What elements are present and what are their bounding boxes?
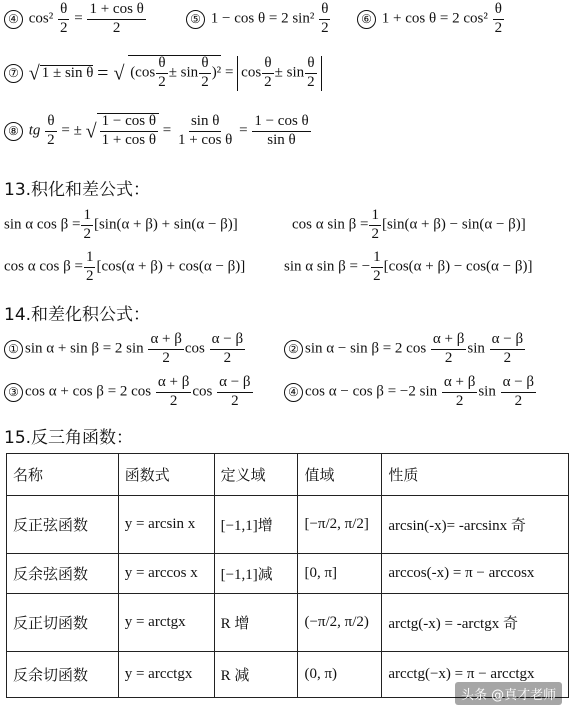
watermark: 头条 @真才老师 <box>455 682 562 705</box>
row-domain: [−1,1]减 <box>214 554 298 594</box>
header-prop: 性质 <box>382 454 569 496</box>
table-row <box>7 554 569 594</box>
formula-8: ⑧ tg $\frac{\theta}{2}$ = ± √ $\frac{\text{1 − cos θ}}{\text{1 + cos θ}}$ = $\frac{\text{sin θ}}{\text{1 + cos θ}}$ = $\frac{\text{1 − cos θ}}{\text{sin θ}}$ <box>4 113 312 149</box>
row-name: 反余弦函数 <box>7 554 119 594</box>
s14-f4: ④ cos α − cos β = −2 sin $\frac{\alpha + \beta}{2}$ sin $\frac{\alpha - \beta}{2}$ <box>284 375 537 410</box>
formula-7: ⑦ √ 1 ± sin θ = √ (cos $\frac{\theta}{2}$ ± sin $\frac{\theta}{2}$ )² = cos $\frac{\theta}{2}$ ± sin $\frac{\theta}{2}$ <box>4 55 322 91</box>
header-name: 名称 <box>7 454 119 496</box>
marker-s14-4: ④ <box>284 383 303 402</box>
f7-mid: (cos $\frac{\theta}{2}$ ± sin $\frac{\theta}{2}$ )² <box>130 55 222 90</box>
f4-lhs: cos² <box>28 10 54 27</box>
f6-lhs: 1 + cos θ = 2 cos² <box>381 10 488 27</box>
row-prop: arccos(-x) = π − arccosx <box>382 554 569 594</box>
sqrt-sign-2: = √ <box>97 62 125 85</box>
row-prop: arcsin(-x)= -arcsinx 奇 <box>382 496 569 554</box>
marker-8: ⑧ <box>4 122 23 141</box>
marker-5: ⑤ <box>186 10 205 29</box>
row-range: [0, π] <box>298 554 382 594</box>
f8-lhs: tg <box>28 122 41 139</box>
row-domain: [−1,1]增 <box>214 496 298 554</box>
row-range: (−π/2, π/2) <box>298 594 382 652</box>
marker-s14-1: ① <box>4 340 23 359</box>
table-row <box>7 496 569 554</box>
row-prop: arcctg(−x) = π − arcctgx <box>382 652 569 698</box>
f7-abs: cos $\frac{\theta}{2}$ ± sin $\frac{\theta}{2}$ <box>237 56 322 91</box>
f6-frac: $\frac{\theta}{2}$ <box>494 1 503 36</box>
marker-4: ④ <box>4 10 23 29</box>
row-prop: arctg(-x) = -arctgx 奇 <box>382 594 569 652</box>
f7-radicand: 1 ± sin θ <box>41 64 94 81</box>
s14-f3: ③ cos α + cos β = 2 cos $\frac{\alpha + \beta}{2}$ cos $\frac{\alpha - \beta}{2}$ <box>4 375 254 410</box>
f5-lhs: 1 − cos θ = 2 sin² <box>210 10 315 27</box>
header-func: 函数式 <box>118 454 214 496</box>
f5-frac: $\frac{\theta}{2}$ <box>321 1 329 36</box>
f8-frac-2: $\frac{\text{sin θ}}{\text{1 + cos θ}}$ <box>177 113 233 148</box>
marker-s14-3: ③ <box>4 383 23 402</box>
row-domain: R 增 <box>214 594 298 652</box>
f8-sqrt-sign: √ <box>85 120 97 143</box>
row-func: y = arcsin x <box>118 496 214 554</box>
f4-rhs-frac: $\frac{\text{1 + cos θ}}{2}$ <box>89 1 144 36</box>
marker-6: ⑥ <box>357 10 376 29</box>
formula-5 <box>186 2 332 37</box>
table-row <box>7 594 569 652</box>
section-14-title: 14.和差化积公式： <box>4 305 151 325</box>
s14-f2: ② sin α − sin β = 2 cos $\frac{\alpha + \beta}{2}$ sin $\frac{\alpha - \beta}{2}$ <box>284 332 526 367</box>
f8-radicand: $\frac{\text{1 − cos θ}}{\text{1 + cos θ}}$ <box>97 113 159 149</box>
table-header-row <box>7 454 569 496</box>
s13-row2b: sin α sin β = − $\frac{1}{2}$ [cos(α + β) − cos(α − β)] <box>284 249 533 284</box>
header-domain: 定义域 <box>214 454 298 496</box>
row-name: 反正切函数 <box>7 594 119 652</box>
s14-f1: ① sin α + sin β = 2 sin $\frac{\alpha + \beta}{2}$ cos $\frac{\alpha - \beta}{2}$ <box>4 332 246 367</box>
s13-row1a: sin α cos β = $\frac{1}{2}$ [sin(α + β) + sin(α − β)] <box>4 207 238 242</box>
row-func: y = arctgx <box>118 594 214 652</box>
f4-theta-frac: $\frac{\theta}{2}$ <box>60 1 68 36</box>
inverse-trig-table <box>6 453 569 698</box>
section-13-title: 13.积化和差公式： <box>4 180 151 200</box>
f8-lhs-frac: $\frac{\theta}{2}$ <box>47 113 55 148</box>
f8-pm: = ± <box>61 122 82 139</box>
s13-row1b: cos α sin β = $\frac{1}{2}$ [sin(α + β) − sin(α − β)] <box>292 207 526 242</box>
row-range: [−π/2, π/2] <box>298 496 382 554</box>
row-name: 反余切函数 <box>7 652 119 698</box>
f4-eq: = <box>74 10 83 27</box>
row-domain: R 减 <box>214 652 298 698</box>
formula-4 <box>4 2 147 37</box>
row-range: (0, π) <box>298 652 382 698</box>
formula-6 <box>357 2 505 37</box>
marker-7: ⑦ <box>4 64 23 83</box>
sqrt-sign: √ <box>28 62 40 85</box>
row-func: y = arcctgx <box>118 652 214 698</box>
marker-s14-2: ② <box>284 340 303 359</box>
header-range: 值域 <box>298 454 382 496</box>
row-name: 反正弦函数 <box>7 496 119 554</box>
row-func: y = arccos x <box>118 554 214 594</box>
section-15-title: 15.反三角函数： <box>4 428 134 448</box>
f8-frac-3: $\frac{\text{1 − cos θ}}{\text{sin θ}}$ <box>254 113 309 148</box>
s13-row2a: cos α cos β = $\frac{1}{2}$ [cos(α + β) + cos(α − β)] <box>4 249 246 284</box>
